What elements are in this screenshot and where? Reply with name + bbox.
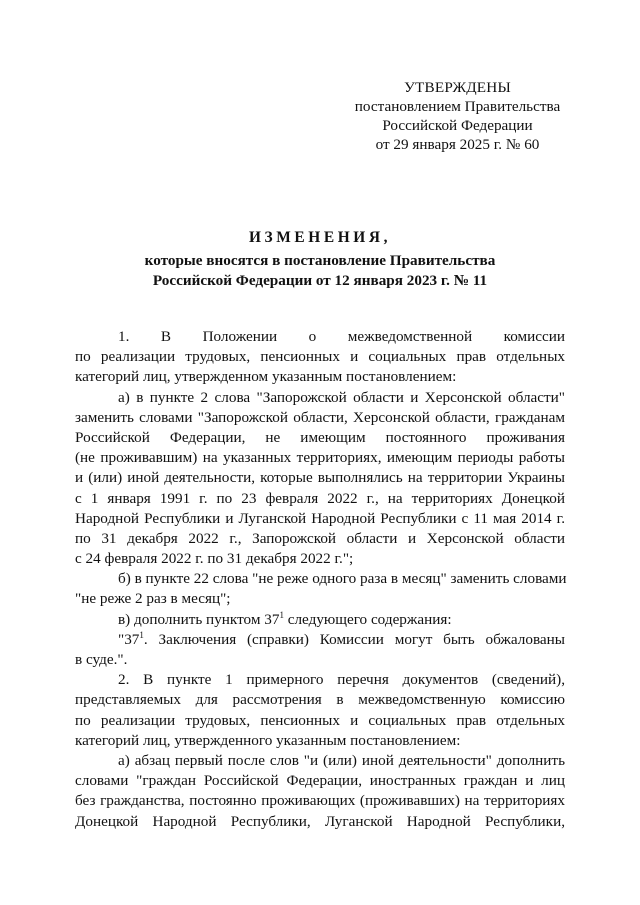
body-line: а) в пункте 2 слова "Запорожской области и Херсонской области": [118, 388, 565, 406]
body-line: Народной Республики и Луганской Народной Республики с 11 мая 2014 г.: [75, 509, 565, 527]
body-line: и (или) иной деятельности, которые выполнялись на территории Украины: [75, 469, 565, 487]
body-text-fragment: в) дополнить пунктом 37: [118, 610, 280, 628]
approval-stamp: [345, 78, 570, 154]
body-line: категорий лиц, утвержденного указанным постановлением:: [75, 731, 461, 749]
body-line: представляемых для рассмотрения в межведомственную комиссию: [75, 691, 565, 709]
superscript: 1: [139, 629, 144, 640]
body-line: по реализации трудовых, пенсионных и социальных прав отдельных: [75, 711, 565, 729]
body-line: 1. В Положении о межведомственной комиссии: [118, 328, 565, 345]
body-line: без гражданства, постоянно проживающих (проживавших) на территориях: [75, 792, 565, 810]
body-line: Донецкой Народной Республики, Луганской Народной Республики,: [75, 812, 565, 830]
body-line: б) в пункте 22 слова "не реже одного раза в месяц" заменить словами: [118, 570, 567, 588]
body-line: словами "граждан Российской Федерации, иностранных граждан и лиц: [75, 772, 565, 790]
body-line: в суде.".: [75, 651, 128, 668]
document-body: [75, 327, 565, 832]
approval-title: УТВЕРЖДЕНЫ: [404, 79, 511, 96]
document-subtitle: [75, 251, 565, 290]
body-line: "не реже 2 раз в месяц";: [75, 590, 231, 608]
subtitle-line-2: Российской Федерации от 12 января 2023 г. № 11: [152, 271, 488, 289]
subtitle-line-1: которые вносятся в постановление Правительства: [144, 252, 496, 269]
body-line: по реализации трудовых, пенсионных и социальных прав отдельных: [75, 348, 565, 366]
body-text-fragment: следующего содержания:: [283, 610, 452, 628]
body-line: с 1 января 1991 г. по 23 февраля 2022 г., на территориях Донецкой: [75, 489, 565, 507]
approval-line-1: постановлением Правительства: [354, 98, 561, 115]
body-line: [75, 610, 565, 630]
body-line: по 31 декабря 2022 г., Запорожской области и Херсонской области: [75, 529, 565, 547]
document-title: ИЗМЕНЕНИЯ,: [248, 229, 392, 246]
superscript: 1: [279, 609, 284, 620]
body-line: с 24 февраля 2022 г. по 31 декабря 2022 г.";: [75, 550, 354, 568]
body-line: Российской Федерации, не имеющим постоянного проживания: [75, 428, 565, 446]
approval-line-2: Российской Федерации: [382, 117, 533, 134]
body-text-fragment: . Заключения (справки) Комиссии могут быть обжалованы: [143, 630, 565, 648]
body-text-fragment: "37: [118, 630, 140, 648]
body-line: заменить словами "Запорожской области, Херсонской области, гражданам: [75, 408, 565, 426]
body-line: категорий лиц, утвержденном указанным постановлением:: [75, 368, 457, 386]
approval-line-3: от 29 января 2025 г. № 60: [375, 136, 540, 153]
body-line: [75, 630, 565, 650]
body-line: а) абзац первый после слов "и (или) иной деятельности" дополнить: [118, 751, 565, 769]
body-line: (не проживавшим) на указанных территориях, имеющим периоды работы: [75, 449, 565, 467]
body-line: 2. В пункте 1 примерного перечня документов (сведений),: [118, 671, 565, 689]
